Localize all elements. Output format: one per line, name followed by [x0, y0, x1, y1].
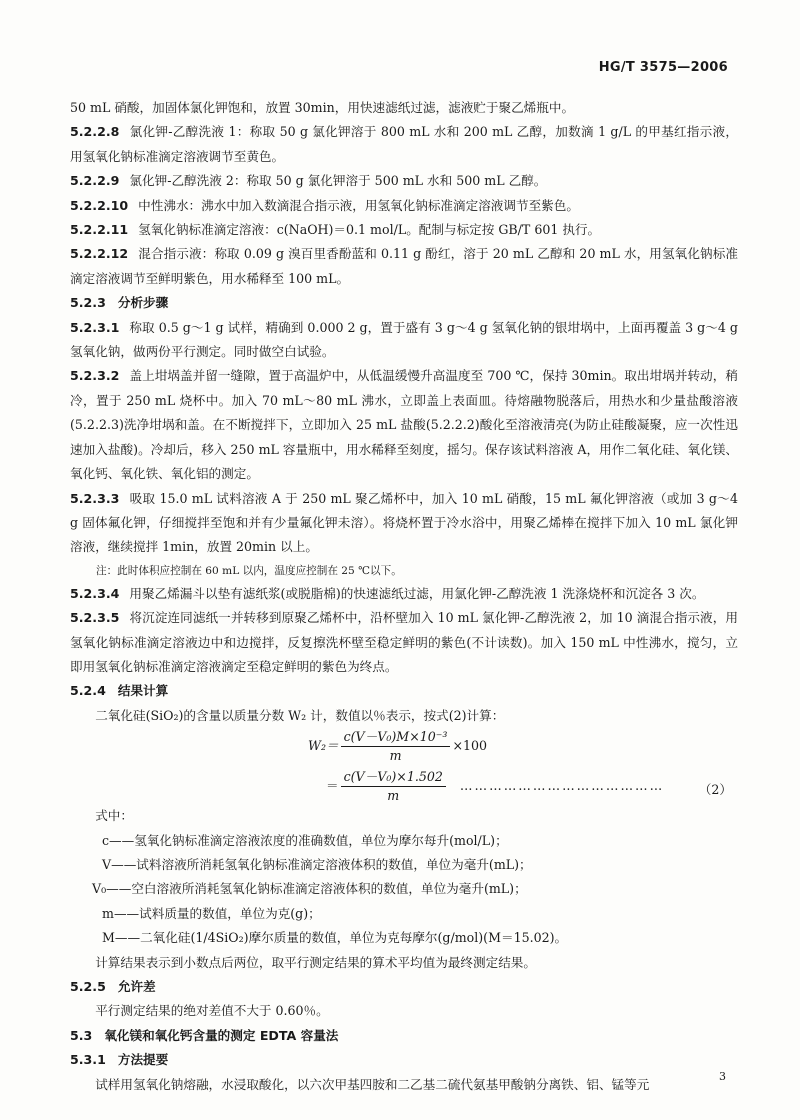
section-title: 分析步骤: [117, 295, 169, 311]
clause-text: 盖上坩埚盖并留一缝隙，置于高温炉中，从低温缓慢升高温度至 700 ℃，保持 30min。取出坩埚并转动，稍冷，置于 250 mL 烧杯中。加入 70 mL～80 mL 沸水，立即盖上表面皿。待熔融物脱落后，用热水和少量盐酸溶液(5.2.2.3)洗净坩埚和盖。在不断搅拌下，立即加入 25 mL 盐酸(5.2.2.2)酸化至溶液清亮(为防止硅酸凝聚，应一次性迅速加入盐酸)。冷却后，移入 250 mL 容量瓶中，用水稀释至刻度，摇匀。保存该试料溶液 A，用作二氧化硅、氧化镁、氧化钙、氧化铁、氧化铝的测定。: [70, 368, 738, 482]
section-title: 方法提要: [117, 1052, 169, 1068]
section-number: 5.3: [70, 1027, 93, 1043]
standard-code: HG/T 3575—2006: [598, 60, 728, 75]
clause-number: 5.2.3.2: [70, 368, 120, 384]
section-number: 5.2.4: [70, 683, 106, 699]
page-number: 3: [719, 1070, 726, 1083]
calculation-result-note: 计算结果表示到小数点后两位，取平行测定结果的算术平均值为最终测定结果。: [95, 954, 536, 970]
clause-5-2-3-5: [70, 606, 738, 679]
formula-line-1: [308, 728, 487, 765]
section-title: 氧化镁和氧化钙含量的测定 EDTA 容量法: [104, 1027, 339, 1043]
clause-number: 5.2.3.3: [70, 490, 120, 506]
clause-text: 氯化钾-乙醇洗液 2：称取 50 g 氯化钾溶于 500 mL 水和 500 mL 乙醇。: [129, 173, 547, 189]
fraction-1-denominator: m: [389, 748, 402, 764]
formula-line-2: [326, 768, 664, 805]
document-body: [70, 96, 738, 1097]
clause-number: 5.2.3.4: [70, 585, 120, 601]
formula-factor: ×100: [452, 738, 488, 754]
definition-v0: V₀——空白溶液所消耗氢氧化钠标准滴定溶液体积的数值，单位为毫升(mL)；: [92, 881, 527, 897]
clause-text: 混合指示液：称取 0.09 g 溴百里香酚蓝和 0.11 g 酚红，溶于 20 mL 乙醇和 20 mL 水，用氢氧化钠标准滴定溶液调节至鲜明紫色，用水稀释至 100 mL。: [70, 246, 738, 286]
clause-text: 吸取 15.0 mL 试料溶液 A 于 250 mL 聚乙烯杯中，加入 10 mL 硝酸，15 mL 氟化钾溶液（或加 3 g～4 g 固体氟化钾，仔细搅拌至饱和并有少量氟化钾未溶）。将烧杯置于冷水浴中，用聚乙烯棒在搅拌下加入 10 mL 氯化钾溶液，继续搅拌 1min，放置 20min 以上。: [70, 490, 738, 555]
clause-text: 中性沸水：沸水中加入数滴混合指示液，用氢氧化钠标准滴定溶液调节至紫色。: [138, 197, 579, 213]
clause-5-2-3-4: [70, 582, 738, 606]
clause-5-2-3-2: [70, 364, 738, 486]
clause-5-2-2-10: [70, 194, 738, 218]
section-number: 5.2.3: [70, 295, 106, 311]
equation-number: （2）: [698, 782, 732, 798]
clause-number: 5.2.2.9: [70, 173, 120, 189]
method-summary-text: 试样用氢氧化钠熔融，水浸取酸化，以六次甲基四胺和二乙基二硫代氨基甲酸钠分离铁、铝、锰等元: [95, 1076, 650, 1092]
clause-text: 将沉淀连同滤纸一并转移到原聚乙烯杯中，沿杯壁加入 10 mL 氯化钾-乙醇洗液 2，加 10 滴混合指示液，用氢氧化钠标准滴定溶液边中和边搅拌，反复擦洗杯壁至稳定鲜明的紫色(不计读数)。加入 150 mL 中性沸水，搅匀，立即用氢氧化钠标准滴定溶液滴定至稳定鲜明的紫色为终点。: [70, 610, 738, 674]
section-number: 5.3.1: [70, 1052, 106, 1068]
note: 注：此时体积应控制在 60 mL 以内，温度应控制在 25 ℃以下。: [96, 564, 402, 577]
definition-M: M——二氧化硅(1/4SiO₂)摩尔质量的数值，单位为克每摩尔(g/mol)(M＝15.02)。: [102, 930, 568, 946]
clause-number: 5.2.2.10: [70, 197, 129, 213]
clause-text: 氢氧化钠标准滴定溶液：c(NaOH)＝0.1 mol/L。配制与标定按 GB/T 601 执行。: [138, 222, 601, 238]
clause-text: 氯化钾-乙醇洗液 1：称取 50 g 氯化钾溶于 800 mL 水和 200 mL 乙醇，加数滴 1 g/L 的甲基红指示液，用氢氧化钠标准滴定溶液调节至黄色。: [70, 124, 738, 164]
clause-5-2-2-9: [70, 169, 738, 193]
formula-equals: ＝: [326, 778, 339, 794]
leader-dots: ……………………………………: [459, 778, 665, 794]
where-label: 式中：: [95, 808, 133, 824]
section-title: 结果计算: [117, 683, 169, 699]
clause-5-2-3-3: [70, 487, 738, 560]
definition-c: c——氢氧化钠标准滴定溶液浓度的准确数值，单位为摩尔每升(mol/L)；: [102, 832, 508, 848]
fraction-2-numerator: c(V－V₀)×1.502: [341, 768, 446, 787]
clause-5-2-2-12: [70, 242, 738, 291]
clause-text: 用聚乙烯漏斗以垫有滤纸浆(或脱脂棉)的快速滤纸过滤，用氯化钾-乙醇洗液 1 洗涤烧杯和沉淀各 3 次。: [129, 585, 705, 601]
fraction-1-numerator: c(V－V₀)M×10⁻³: [341, 728, 451, 747]
section-title: 允许差: [117, 979, 156, 994]
section-5-2-3-heading: [70, 291, 738, 315]
section-5-2-4-heading: [70, 679, 738, 703]
fraction-1: [341, 728, 451, 765]
formula-2: [70, 728, 738, 804]
formula-lhs: W₂＝: [308, 738, 339, 754]
clause-number: 5.2.2.12: [70, 246, 129, 262]
section-number: 5.2.5: [70, 979, 106, 994]
clause-number: 5.2.3.5: [70, 610, 120, 626]
clause-5-2-2-11: [70, 218, 738, 242]
clause-text: 称取 0.5 g～1 g 试样，精确到 0.000 2 g，置于盛有 3 g～4 g 氢氧化钠的银坩埚中，上面再覆盖 3 g～4 g 氢氧化钠，做两份平行测定。同时做空白试验。: [70, 319, 738, 360]
clause-5-2-2-8: [70, 120, 738, 169]
tolerance-text: 平行测定结果的绝对差值不大于 0.60％。: [95, 1003, 329, 1019]
fraction-2-denominator: m: [387, 788, 400, 804]
section-5-3-heading: [70, 1024, 738, 1048]
definition-m: m——试料质量的数值，单位为克(g)；: [102, 905, 321, 921]
clause-5-2-3-1: [70, 316, 738, 365]
definition-v: V——试料溶液所消耗氢氧化钠标准滴定溶液体积的数值，单位为毫升(mL)；: [102, 856, 532, 872]
clause-number: 5.2.2.11: [70, 222, 129, 238]
section-5-3-1-heading: [70, 1048, 738, 1072]
clause-number: 5.2.3.1: [70, 319, 120, 335]
fraction-2: [341, 768, 446, 805]
section-5-2-5-heading: [70, 975, 738, 999]
clause-number: 5.2.2.8: [70, 124, 120, 140]
calculation-intro: 二氧化硅(SiO₂)的含量以质量分数 W₂ 计，数值以％表示，按式(2)计算：: [95, 707, 505, 723]
paragraph-continued: 50 mL 硝酸，加固体氯化钾饱和，放置 30min，用快速滤纸过滤，滤液贮于聚乙烯瓶中。: [70, 100, 575, 115]
